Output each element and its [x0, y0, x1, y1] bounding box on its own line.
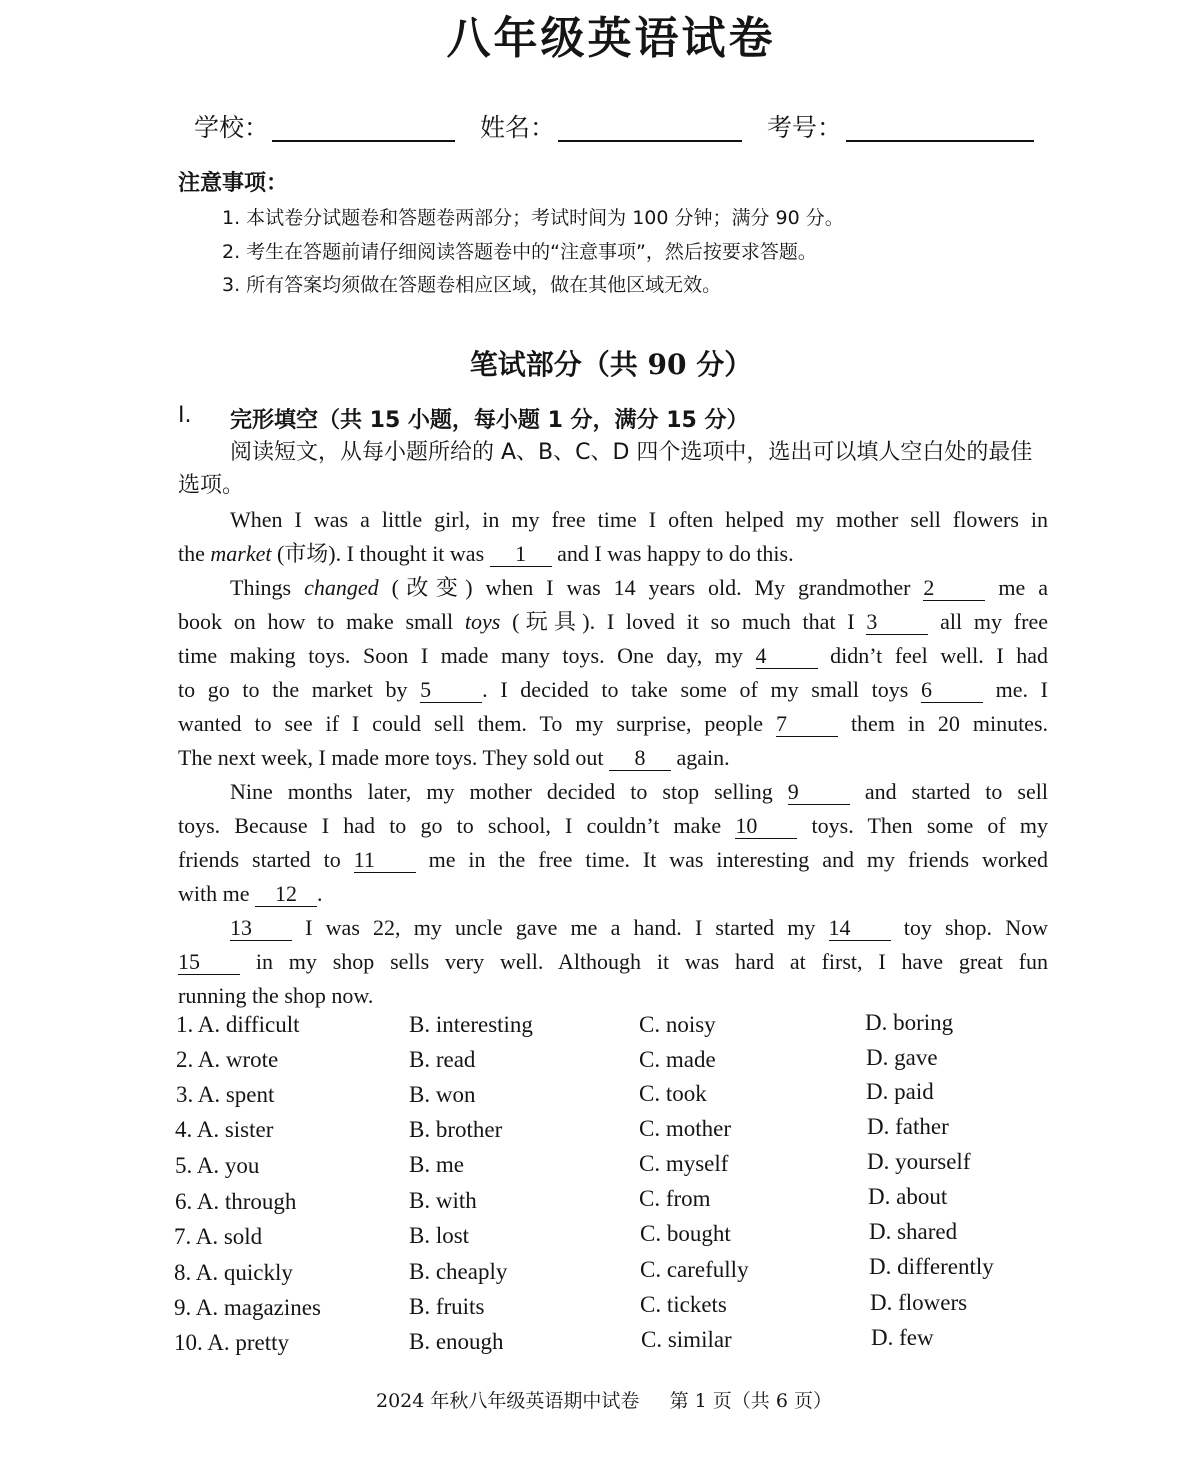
option-a[interactable]: 6. A. through [175, 1189, 297, 1214]
blank-13: 13 [230, 916, 292, 941]
option-c[interactable]: C. myself [639, 1151, 729, 1176]
page-footer [376, 1386, 832, 1413]
option-d[interactable]: D. boring [865, 1010, 954, 1035]
blank-6: 6 [921, 678, 983, 703]
option-a[interactable]: 4. A. sister [175, 1117, 274, 1142]
option-d[interactable]: D. paid [866, 1079, 934, 1104]
passage-line: wanted to see if I could sell them. To my surprise, people 7 them in 20 minutes. [178, 711, 1049, 736]
passage-line: 15 in my shop sells very well. Although it was hard at first, I have great fun [178, 949, 1048, 974]
option-a[interactable]: 10. A. pretty [174, 1330, 289, 1355]
option-c[interactable]: C. tickets [640, 1292, 727, 1317]
exam-id-field[interactable] [846, 140, 1034, 142]
option-b[interactable]: B. fruits [409, 1294, 485, 1319]
notice-title: 注意事项： [178, 171, 289, 196]
footer-page-info: 第 1 页（共 6 页） [669, 1390, 832, 1412]
blank-3: 3 [866, 610, 928, 635]
blank-15: 15 [178, 950, 240, 975]
passage-line: the market (市场). I thought it was 1 and I was happy to do this. [178, 541, 794, 566]
option-d[interactable]: D. differently [869, 1254, 994, 1279]
passage-line: book on how to make small toys (玩具). I loved it so much that I 3 all my free [178, 609, 1048, 634]
option-c[interactable]: C. took [639, 1081, 707, 1106]
notice-item: 3. 所有答案均须做在答题卷相应区域，做在其他区域无效。 [222, 274, 722, 296]
notice-item: 2. 考生在答题前请仔细阅读答题卷中的“注意事项”，然后按要求答题。 [222, 241, 817, 263]
blank-8: 8 [609, 746, 671, 771]
blank-14: 14 [829, 916, 891, 941]
passage-line: time making toys. Soon I made many toys. One day, my 4 didn’t feel well. I had [178, 643, 1048, 668]
option-c[interactable]: C. mother [639, 1116, 731, 1141]
part-title: 完形填空（共 15 小题，每小题 1 分，满分 15 分） [230, 408, 749, 433]
option-d[interactable]: D. few [871, 1325, 934, 1350]
blank-10: 10 [735, 814, 797, 839]
option-a[interactable]: 2. A. wrote [176, 1047, 279, 1072]
option-c[interactable]: C. carefully [640, 1257, 749, 1282]
blank-9: 9 [788, 780, 850, 805]
option-c[interactable]: C. noisy [639, 1012, 716, 1037]
school-field[interactable] [272, 140, 455, 142]
option-a[interactable]: 1. A. difficult [176, 1012, 300, 1037]
passage-line: toys. Because I had to go to school, I couldn’t make 10 toys. Then some of my [178, 813, 1049, 838]
passage-line: to go to the market by 5 . I decided to take some of my small toys 6 me. I [178, 677, 1049, 702]
option-a[interactable]: 5. A. you [175, 1153, 260, 1178]
option-d[interactable]: D. about [868, 1184, 948, 1209]
page-title: 八年级英语试卷 [446, 13, 776, 64]
option-b[interactable]: B. with [409, 1188, 477, 1213]
passage-line: The next week, I made more toys. They sold out 8 again. [178, 745, 730, 770]
instruction-text: 阅读短文，从每小题所给的 A、B、C、D 四个选项中，选出可以填人空白处的最佳选项。 [178, 440, 1033, 498]
option-b[interactable]: B. enough [409, 1329, 504, 1354]
option-b[interactable]: B. cheaply [409, 1259, 508, 1284]
passage-line: Nine months later, my mother decided to stop selling 9 and started to sell [230, 779, 1048, 804]
blank-11: 11 [354, 848, 416, 873]
notice-item: 1. 本试卷分试题卷和答题卷两部分；考试时间为 100 分钟；满分 90 分。 [222, 207, 844, 229]
option-d[interactable]: D. gave [866, 1045, 938, 1070]
school-label: 学校： [194, 113, 270, 142]
option-a[interactable]: 8. A. quickly [174, 1260, 293, 1285]
name-field[interactable] [558, 140, 742, 142]
name-label: 姓名： [480, 113, 556, 142]
option-c[interactable]: C. from [639, 1186, 711, 1211]
blank-2: 2 [923, 576, 985, 601]
passage-line: friends started to 11 me in the free time. It was interesting and my friends worked [178, 847, 1048, 872]
student-info-row [0, 108, 1200, 148]
passage-line: running the shop now. [178, 983, 374, 1008]
option-b[interactable]: B. won [409, 1082, 476, 1107]
option-b[interactable]: B. brother [409, 1117, 503, 1142]
passage-line: 13 I was 22, my uncle gave me a hand. I started my 14 toy shop. Now [230, 915, 1048, 940]
blank-7: 7 [776, 712, 838, 737]
exam-id-label: 考号： [767, 113, 843, 142]
option-d[interactable]: D. shared [869, 1219, 958, 1244]
option-d[interactable]: D. flowers [870, 1290, 968, 1315]
option-b[interactable]: B. me [409, 1152, 464, 1177]
option-b[interactable]: B. lost [409, 1223, 470, 1248]
passage-line: with me 12 . [178, 881, 323, 906]
footer-exam-name: 2024 年秋八年级英语期中试卷 [376, 1390, 640, 1412]
part-number: I. [178, 403, 192, 428]
option-c[interactable]: C. similar [641, 1327, 732, 1352]
section-title: 笔试部分（共 90 分） [469, 348, 753, 381]
passage-line: When I was a little girl, in my free time I often helped my mother sell flowers in [230, 507, 1048, 532]
blank-5: 5 [420, 678, 482, 703]
option-d[interactable]: D. father [867, 1114, 949, 1139]
blank-12: 12 [255, 882, 317, 907]
option-c[interactable]: C. bought [640, 1221, 731, 1246]
option-b[interactable]: B. interesting [409, 1012, 533, 1037]
option-b[interactable]: B. read [409, 1047, 476, 1072]
blank-1: 1 [490, 542, 552, 567]
option-d[interactable]: D. yourself [867, 1149, 971, 1174]
option-a[interactable]: 3. A. spent [176, 1082, 275, 1107]
option-a[interactable]: 9. A. magazines [174, 1295, 321, 1320]
passage-line: Things changed (改变) when I was 14 years old. My grandmother 2 me a [230, 575, 1048, 600]
option-c[interactable]: C. made [639, 1047, 716, 1072]
blank-4: 4 [756, 644, 818, 669]
option-a[interactable]: 7. A. sold [174, 1224, 263, 1249]
